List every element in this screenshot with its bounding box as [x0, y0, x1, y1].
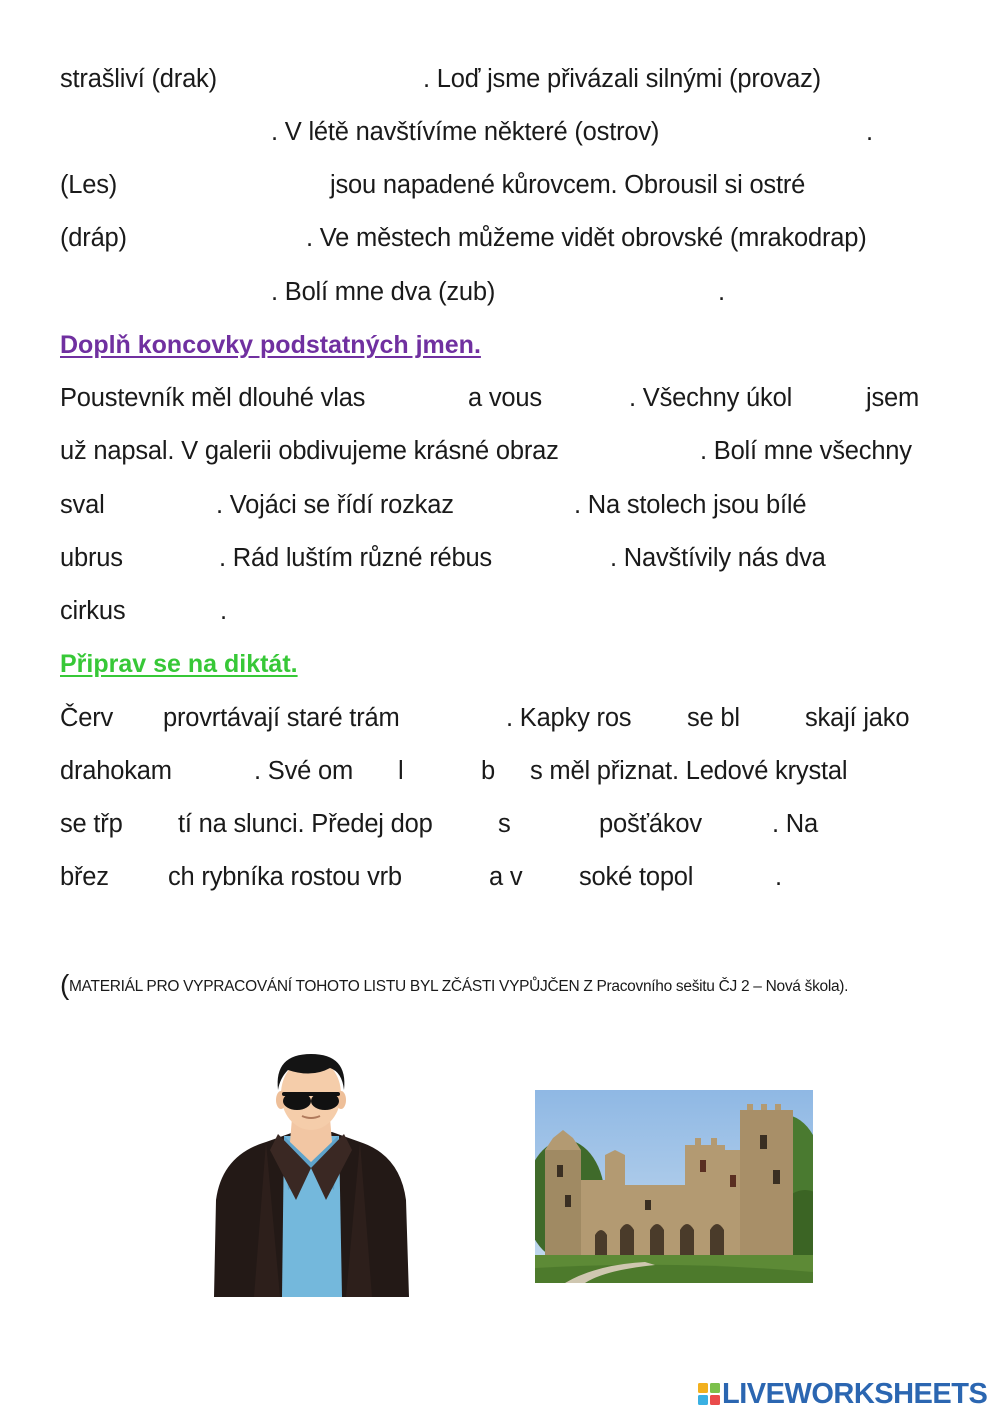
line-text: . Vojáci se řídí rozkaz [216, 491, 454, 519]
line-text: břez [60, 863, 109, 891]
line-text: . Kapky ros [506, 704, 632, 732]
line-text: b [481, 757, 495, 785]
line-text: ubrus [60, 544, 123, 572]
line-text: (Les) [60, 171, 118, 199]
line-text: . Bolí mne všechny [700, 437, 912, 465]
line-text: . Na stolech jsou bílé [574, 491, 807, 519]
line-text: . [866, 118, 873, 146]
liveworksheets-logo-text: LIVEWORKSHEETS [722, 1377, 988, 1410]
line-text: . Bolí mne dva (zub) [271, 278, 496, 306]
line-text: a v [489, 863, 523, 891]
line-text: ch rybníka rostou vrb [168, 863, 402, 891]
line-text: Červ [60, 704, 114, 732]
line-text: cirkus [60, 597, 126, 625]
line-text: (dráp) [60, 224, 127, 252]
line-text: se bl [687, 704, 740, 732]
liveworksheets-logo-icon [698, 1383, 720, 1405]
line-text: sval [60, 491, 105, 519]
line-text: pošťákov [599, 810, 702, 838]
note-text: MATERIÁL PRO VYPRACOVÁNÍ TOHOTO LISTU BYL ZČÁSTI VYPŮJČEN Z Pracovního sešitu ČJ 2 – Nová škola). [69, 978, 849, 995]
line-text: jsem [866, 384, 920, 412]
liveworksheets-logo [698, 1378, 987, 1410]
line-text: provrtávají staré trám [163, 704, 400, 732]
line-text: . Ve městech můžeme vidět obrovské (mrakodrap) [306, 224, 867, 252]
line-text: l [398, 757, 404, 785]
line-text: . Všechny úkol [629, 384, 793, 412]
line-text: strašliví (drak) [60, 65, 217, 93]
line-text: soké topol [579, 863, 694, 891]
line-text: . V létě navštívíme některé (ostrov) [271, 118, 660, 146]
line-text: . [220, 597, 227, 625]
line-text: . [775, 863, 782, 891]
section-heading-endings: Doplň koncovky podstatných jmen. [60, 331, 481, 359]
line-text: drahokam [60, 757, 172, 785]
castle-photo [535, 1090, 813, 1283]
line-text: se třp [60, 810, 123, 838]
line-text: Poustevník měl dlouhé vlas [60, 384, 366, 412]
line-text: . Své om [254, 757, 354, 785]
line-text: už napsal. V galerii obdivujeme krásné obraz [60, 437, 559, 465]
line-text: . [718, 278, 725, 306]
line-text: tí na slunci. Předej dop [178, 810, 433, 838]
line-text: . Navštívily nás dva [610, 544, 826, 572]
line-text: a vous [468, 384, 542, 412]
line-text: . Loď jsme přivázali silnými (provaz) [423, 65, 821, 93]
source-note [60, 970, 848, 1002]
line-text: . Na [772, 810, 818, 838]
line-text: . Rád luštím různé rébus [219, 544, 492, 572]
line-text: s měl přiznat. Ledové krystal [530, 757, 848, 785]
line-text: s [498, 810, 511, 838]
section-heading-dictation: Připrav se na diktát. [60, 650, 298, 678]
line-text: jsou napadené kůrovcem. Obrousil si ostré [330, 171, 806, 199]
man-sunglasses-illustration [214, 1050, 409, 1297]
line-text: skají jako [805, 704, 910, 732]
note-paren: ( [60, 969, 70, 1000]
